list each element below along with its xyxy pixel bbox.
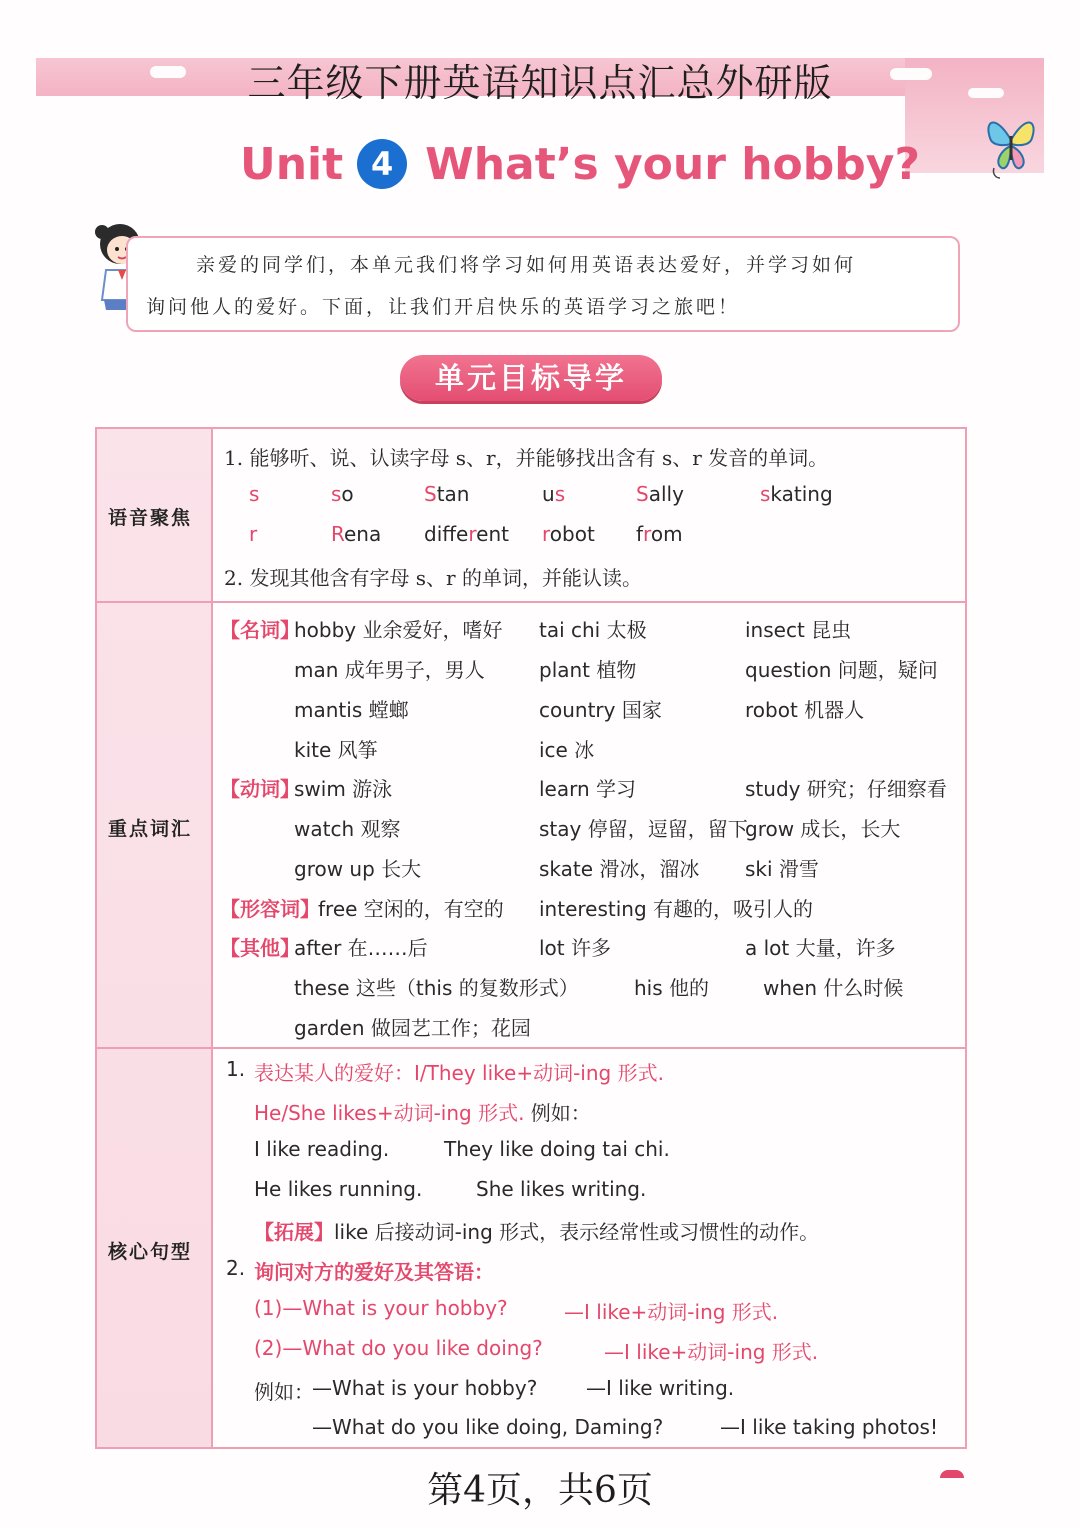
expand-note: 【拓展】like 后接动词-ing 形式，表示经常性或习惯性的动作。 xyxy=(254,1220,820,1244)
row-divider xyxy=(97,1047,965,1049)
phonics-word: Rena xyxy=(331,522,382,546)
intro-text xyxy=(146,244,952,328)
phonics-word: us xyxy=(542,482,566,506)
phonics-word: Stan xyxy=(424,482,470,506)
intro-line: 询问他人的爱好。下面，让我们开启快乐的英语学习之旅吧！ xyxy=(146,296,741,318)
row-label-vocab: 重点词汇 xyxy=(108,818,193,840)
row-label-sentences: 核心句型 xyxy=(108,1241,193,1263)
adjective-tag: 【形容词】 xyxy=(220,897,320,921)
sentence-item-1-title: 表达某人的爱好：I/They like+动词-ing 形式. xyxy=(254,1061,664,1085)
sentence-item-2-title: 询问对方的爱好及其答语： xyxy=(254,1260,494,1284)
example-sentence: They like doing tai chi. xyxy=(444,1137,670,1161)
vocab-word: swim 游泳 xyxy=(294,777,393,801)
vocab-word: hobby 业余爱好，嗜好 xyxy=(294,618,503,642)
phonics-word: skating xyxy=(760,482,833,506)
column-divider xyxy=(211,429,213,1447)
unit-heading xyxy=(240,132,920,196)
vocab-word: mantis 螳螂 xyxy=(294,698,409,722)
vocab-word: a lot 大量，许多 xyxy=(745,936,896,960)
phonics-word: robot xyxy=(542,522,595,546)
example-answer: —I like taking photos! xyxy=(720,1415,938,1439)
vocab-word: study 研究；仔细察看 xyxy=(745,777,947,801)
phonics-word: from xyxy=(636,522,683,546)
sentence-item-1-line2: He/She likes+动词-ing 形式. 例如： xyxy=(254,1101,591,1125)
vocab-word: interesting 有趣的，吸引人的 xyxy=(539,897,814,921)
verb-tag: 【动词】 xyxy=(220,777,300,801)
answer-pattern: —I like+动词-ing 形式. xyxy=(564,1300,779,1324)
unit-title: What’s your hobby? xyxy=(425,138,920,190)
unit-number-badge: 4 xyxy=(357,139,407,189)
vocab-word: garden 做园艺工作；花园 xyxy=(294,1016,531,1040)
vocab-word: plant 植物 xyxy=(539,658,637,682)
example-question: —What do you like doing, Daming? xyxy=(312,1415,664,1439)
vocab-word: tai chi 太极 xyxy=(539,618,647,642)
phonics-item-2: 2. 发现其他含有字母 s、r 的单词，并能认读。 xyxy=(224,566,642,590)
vocab-word: his 他的 xyxy=(634,976,710,1000)
vocab-word: when 什么时候 xyxy=(763,976,904,1000)
answer-pattern: —I like+动词-ing 形式. xyxy=(604,1340,819,1364)
vocab-word: grow up 长大 xyxy=(294,857,422,881)
question-pattern: (2)—What do you like doing? xyxy=(254,1336,543,1360)
row-label-phonics: 语音聚焦 xyxy=(108,507,193,529)
sentence-item-1-number: 1. xyxy=(226,1057,246,1081)
question-pattern: (1)—What is your hobby? xyxy=(254,1296,508,1320)
vocab-word: insect 昆虫 xyxy=(745,618,852,642)
vocab-word: lot 许多 xyxy=(539,936,611,960)
phonics-word: r xyxy=(249,522,258,546)
example-question: —What is your hobby? xyxy=(312,1376,538,1400)
section-title-pill: 单元目标导学 xyxy=(400,355,662,401)
other-tag: 【其他】 xyxy=(220,936,300,960)
vocab-word: man 成年男子，男人 xyxy=(294,658,485,682)
example-label: 例如： xyxy=(254,1380,314,1404)
vocab-word: free 空闲的，有空的 xyxy=(318,897,504,921)
example-answer: —I like writing. xyxy=(586,1376,735,1400)
vocab-word: these 这些（this 的复数形式） xyxy=(294,976,579,1000)
example-sentence: She likes writing. xyxy=(476,1177,647,1201)
vocab-word: kite 风筝 xyxy=(294,738,378,762)
vocab-word: grow 成长，长大 xyxy=(745,817,901,841)
phonics-word: different xyxy=(424,522,509,546)
phonics-word: so xyxy=(331,482,354,506)
vocab-word: watch 观察 xyxy=(294,817,401,841)
vocab-word: robot 机器人 xyxy=(745,698,865,722)
example-sentence: I like reading. xyxy=(254,1137,390,1161)
intro-line: 亲爱的同学们，本单元我们将学习如何用英语表达爱好，并学习如何 xyxy=(196,254,857,276)
vocab-word: country 国家 xyxy=(539,698,662,722)
noun-tag: 【名词】 xyxy=(220,618,300,642)
vocab-word: question 问题，疑问 xyxy=(745,658,938,682)
phonics-word: s xyxy=(249,482,260,506)
vocab-word: after 在……后 xyxy=(294,936,428,960)
phonics-word: Sally xyxy=(636,482,684,506)
example-sentence: He likes running. xyxy=(254,1177,423,1201)
vocab-word: stay 停留，逗留，留下 xyxy=(539,817,748,841)
vocab-word: ice 冰 xyxy=(539,738,595,762)
vocab-word: skate 滑冰，溜冰 xyxy=(539,857,700,881)
document-title: 三年级下册英语知识点汇总外研版 xyxy=(247,61,833,105)
sentence-item-2-number: 2. xyxy=(226,1256,246,1280)
vocab-word: learn 学习 xyxy=(539,777,637,801)
phonics-item-1: 1. 能够听、说、认读字母 s、r，并能够找出含有 s、r 发音的单词。 xyxy=(224,446,829,470)
vocab-word: ski 滑雪 xyxy=(745,857,819,881)
unit-label: Unit xyxy=(240,138,344,190)
row-divider xyxy=(97,601,965,603)
butterfly-icon xyxy=(982,110,1040,180)
page-footer: 第4页，共6页 xyxy=(427,1470,653,1511)
